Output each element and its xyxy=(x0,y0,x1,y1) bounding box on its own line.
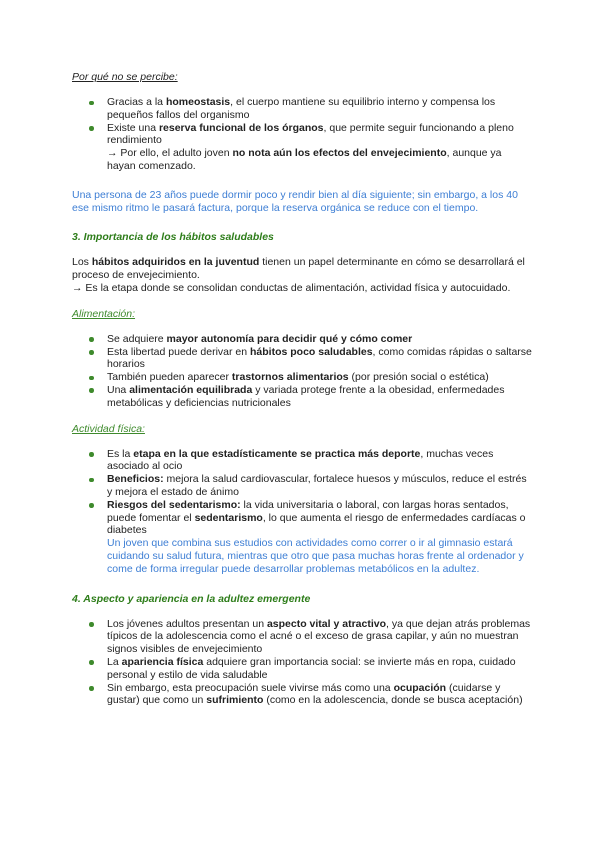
example-text: Un joven que combina sus estudios con actividades como correr o ir al gimnasio estará cuidando su salud futura, mientras que otro que pasa muchas horas frente al ordenador y come de forma irregular puede desarrollar problemas metabólicos en la adultez. xyxy=(107,537,524,575)
section-title-appearance: 4. Aspecto y apariencia en la adultez emergente xyxy=(72,592,311,605)
bullet-dot-icon xyxy=(89,101,94,106)
bullet-item: Una alimentación equilibrada y variada protege frente a la obesidad, enfermedades metabólicas y deficiencias nutricionales xyxy=(72,384,532,410)
bullet-dot-icon xyxy=(89,388,94,393)
bullet-item: Esta libertad puede derivar en hábitos poco saludables, como comidas rápidas o saltarse horarios xyxy=(72,346,532,372)
habits-intro-paragraph: Los hábitos adquiridos en la juventud tienen un papel determinante en cómo se desarrollará el proceso de envejecimiento. → Es la etapa donde se consolidan conductas de alimentación, actividad física y autocuidado. xyxy=(72,256,525,294)
bullet-dot-icon xyxy=(89,660,94,665)
bullet-list-perception xyxy=(72,96,532,173)
bullet-dot-icon xyxy=(89,622,94,627)
bullet-item: Riesgos del sedentarismo: la vida universitaria o laboral, con largas horas sentados, puede fomentar el sedentarismo, lo que aumenta el riesgo de enfermedades cardíacas o diabetes Un joven que combina sus estudios con actividades como correr o ir al gimnasio estará cuidando su salud futura, mientras que otro que pasa muchas horas frente al ordenador y come de forma irregular puede desarrollar problemas metabólicos en la adultez. xyxy=(72,499,532,576)
subheading-actividad-fisica: Actividad física: xyxy=(72,422,145,435)
bullet-dot-icon xyxy=(89,376,94,381)
bullet-item: Los jóvenes adultos presentan un aspecto vital y atractivo, ya que dejan atrás problemas típicos de la adolescencia como el acné o el exceso de grasa capilar, y aún no muestran signos visibles de envejecimiento xyxy=(72,618,532,656)
bullet-item: Se adquiere mayor autonomía para decidir qué y cómo comer xyxy=(72,333,532,346)
bullet-list-appearance xyxy=(72,618,532,708)
document-page xyxy=(72,70,532,707)
bullet-dot-icon xyxy=(89,126,94,131)
bullet-dot-icon xyxy=(89,337,94,342)
subheading-why-not-perceived: Por qué no se percibe: xyxy=(72,71,178,83)
subheading-alimentacion: Alimentación: xyxy=(72,307,136,320)
bullet-list-alimentacion xyxy=(72,333,532,410)
bullet-item: Es la etapa en la que estadísticamente se practica más deporte, muchas veces asociado al ocio xyxy=(72,448,532,474)
bullet-dot-icon xyxy=(89,478,94,483)
bullet-list-actividad xyxy=(72,448,532,576)
bullet-dot-icon xyxy=(89,503,94,508)
bullet-item: Beneficios: mejora la salud cardiovascular, fortalece huesos y músculos, reduce el estrés y mejora el estado de ánimo xyxy=(72,473,532,499)
bullet-item: La apariencia física adquiere gran importancia social: se invierte más en ropa, cuidado personal y estilo de vida saludable xyxy=(72,656,532,682)
bullet-item: Existe una reserva funcional de los órganos, que permite seguir funcionando a pleno rendimiento → Por ello, el adulto joven no nota aún los efectos del envejecimiento, aunque ya hayan comenzado. xyxy=(72,122,532,173)
bullet-item: Sin embargo, esta preocupación suele vivirse más como una ocupación (cuidarse y gustar) que como un sufrimiento (como en la adolescencia, donde se busca aceptación) xyxy=(72,682,532,708)
bullet-item: También pueden aparecer trastornos alimentarios (por presión social o estética) xyxy=(72,371,532,384)
bullet-dot-icon xyxy=(89,350,94,355)
section-title-habits: 3. Importancia de los hábitos saludables xyxy=(72,231,274,244)
example-paragraph: Una persona de 23 años puede dormir poco y rendir bien al día siguiente; sin embargo, a los 40 ese mismo ritmo le pasará factura, porque la reserva orgánica se reduce con el tiempo. xyxy=(72,188,518,214)
bullet-item: Gracias a la homeostasis, el cuerpo mantiene su equilibrio interno y compensa los pequeños fallos del organismo xyxy=(72,96,532,122)
bullet-dot-icon xyxy=(89,452,94,457)
bullet-dot-icon xyxy=(89,686,94,691)
